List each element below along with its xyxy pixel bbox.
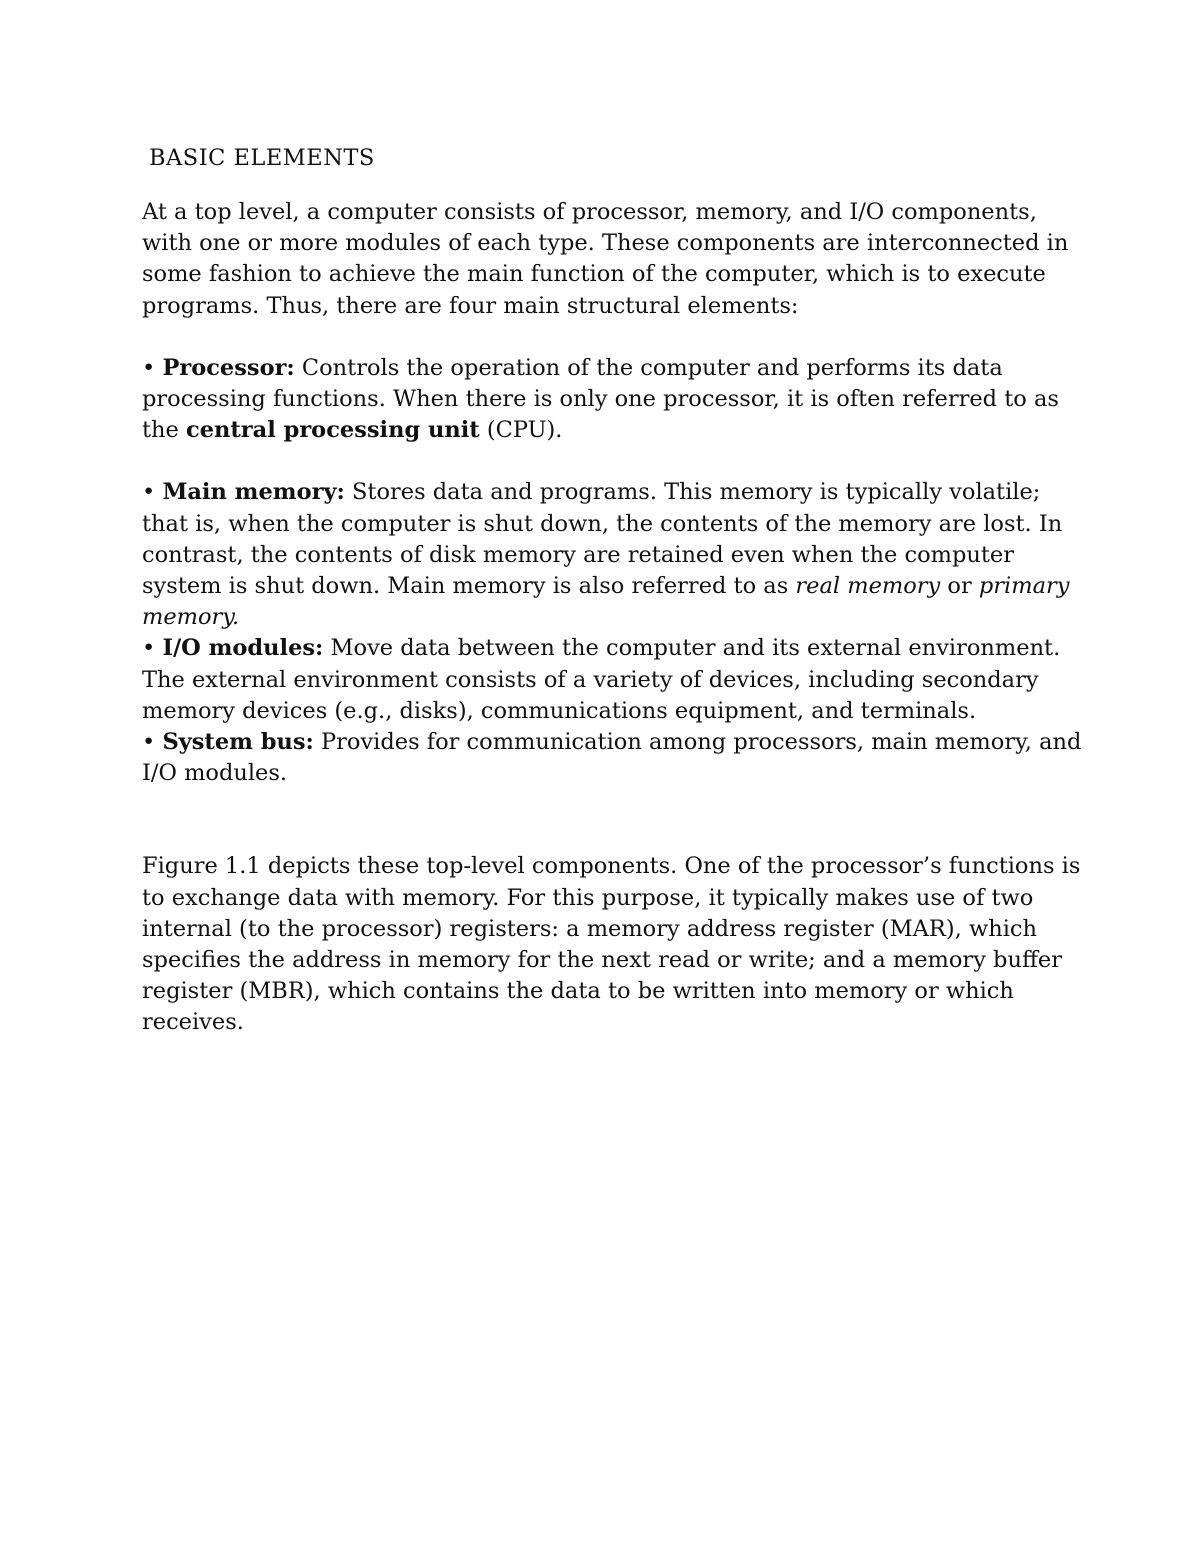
primary-memory-term: primary memory. xyxy=(142,573,1070,631)
section-title: BASIC ELEMENTS xyxy=(149,145,375,171)
bullet: • xyxy=(142,635,156,662)
bullet: • xyxy=(142,479,156,506)
connector-word: or xyxy=(947,573,972,600)
bullet: • xyxy=(142,354,156,381)
document-body xyxy=(142,140,1082,1039)
io-modules-item xyxy=(142,633,1082,727)
main-memory-term: Main memory: xyxy=(162,479,345,506)
processor-term: Processor: xyxy=(162,354,295,381)
system-bus-item xyxy=(142,727,1082,789)
central-processing-unit-term: central processing unit xyxy=(186,417,480,444)
processor-description-end: (CPU). xyxy=(486,417,563,444)
closing-paragraph: Figure 1.1 depicts these top-level components. One of the processor’s functions is to exchange data with memory. For this purpose, it typically makes use of two internal (to the processor) registers: a memory address register (MAR), which specifies the address in memory for the next read or write; and a memory buffer register (MBR), which contains the data to be written into memory or which receives. xyxy=(142,853,1081,1036)
main-memory-item xyxy=(142,477,1082,633)
processor-item xyxy=(142,353,1082,447)
system-bus-description: Provides for communication among processors, main memory, and I/O modules. xyxy=(142,729,1082,787)
io-modules-term: I/O modules: xyxy=(162,635,324,662)
processor-description: Controls the operation of the computer and performs its data processing functions. When there is only one processor, it is often referred to as the xyxy=(142,354,1059,444)
io-modules-description: Move data between the computer and its external environment. The external environment consists of a variety of devices, including secondary memory devices (e.g., disks), communications equipment, and terminals. xyxy=(142,635,1061,724)
bullet: • xyxy=(142,729,156,756)
main-memory-description: Stores data and programs. This memory is typically volatile; that is, when the computer is shut down, the contents of the memory are lost. In contrast, the contents of disk memory are retained even when the computer system is shut down. Main memory is also referred to as xyxy=(142,479,1063,600)
system-bus-term: System bus: xyxy=(162,729,314,756)
intro-paragraph: At a top level, a computer consists of processor, memory, and I/O components, with one or more modules of each type. These components are interconnected in some fashion to achieve the main function of the computer, which is to execute programs. Thus, there are four main structural elements: xyxy=(142,199,1069,319)
real-memory-term: real memory xyxy=(795,573,941,600)
